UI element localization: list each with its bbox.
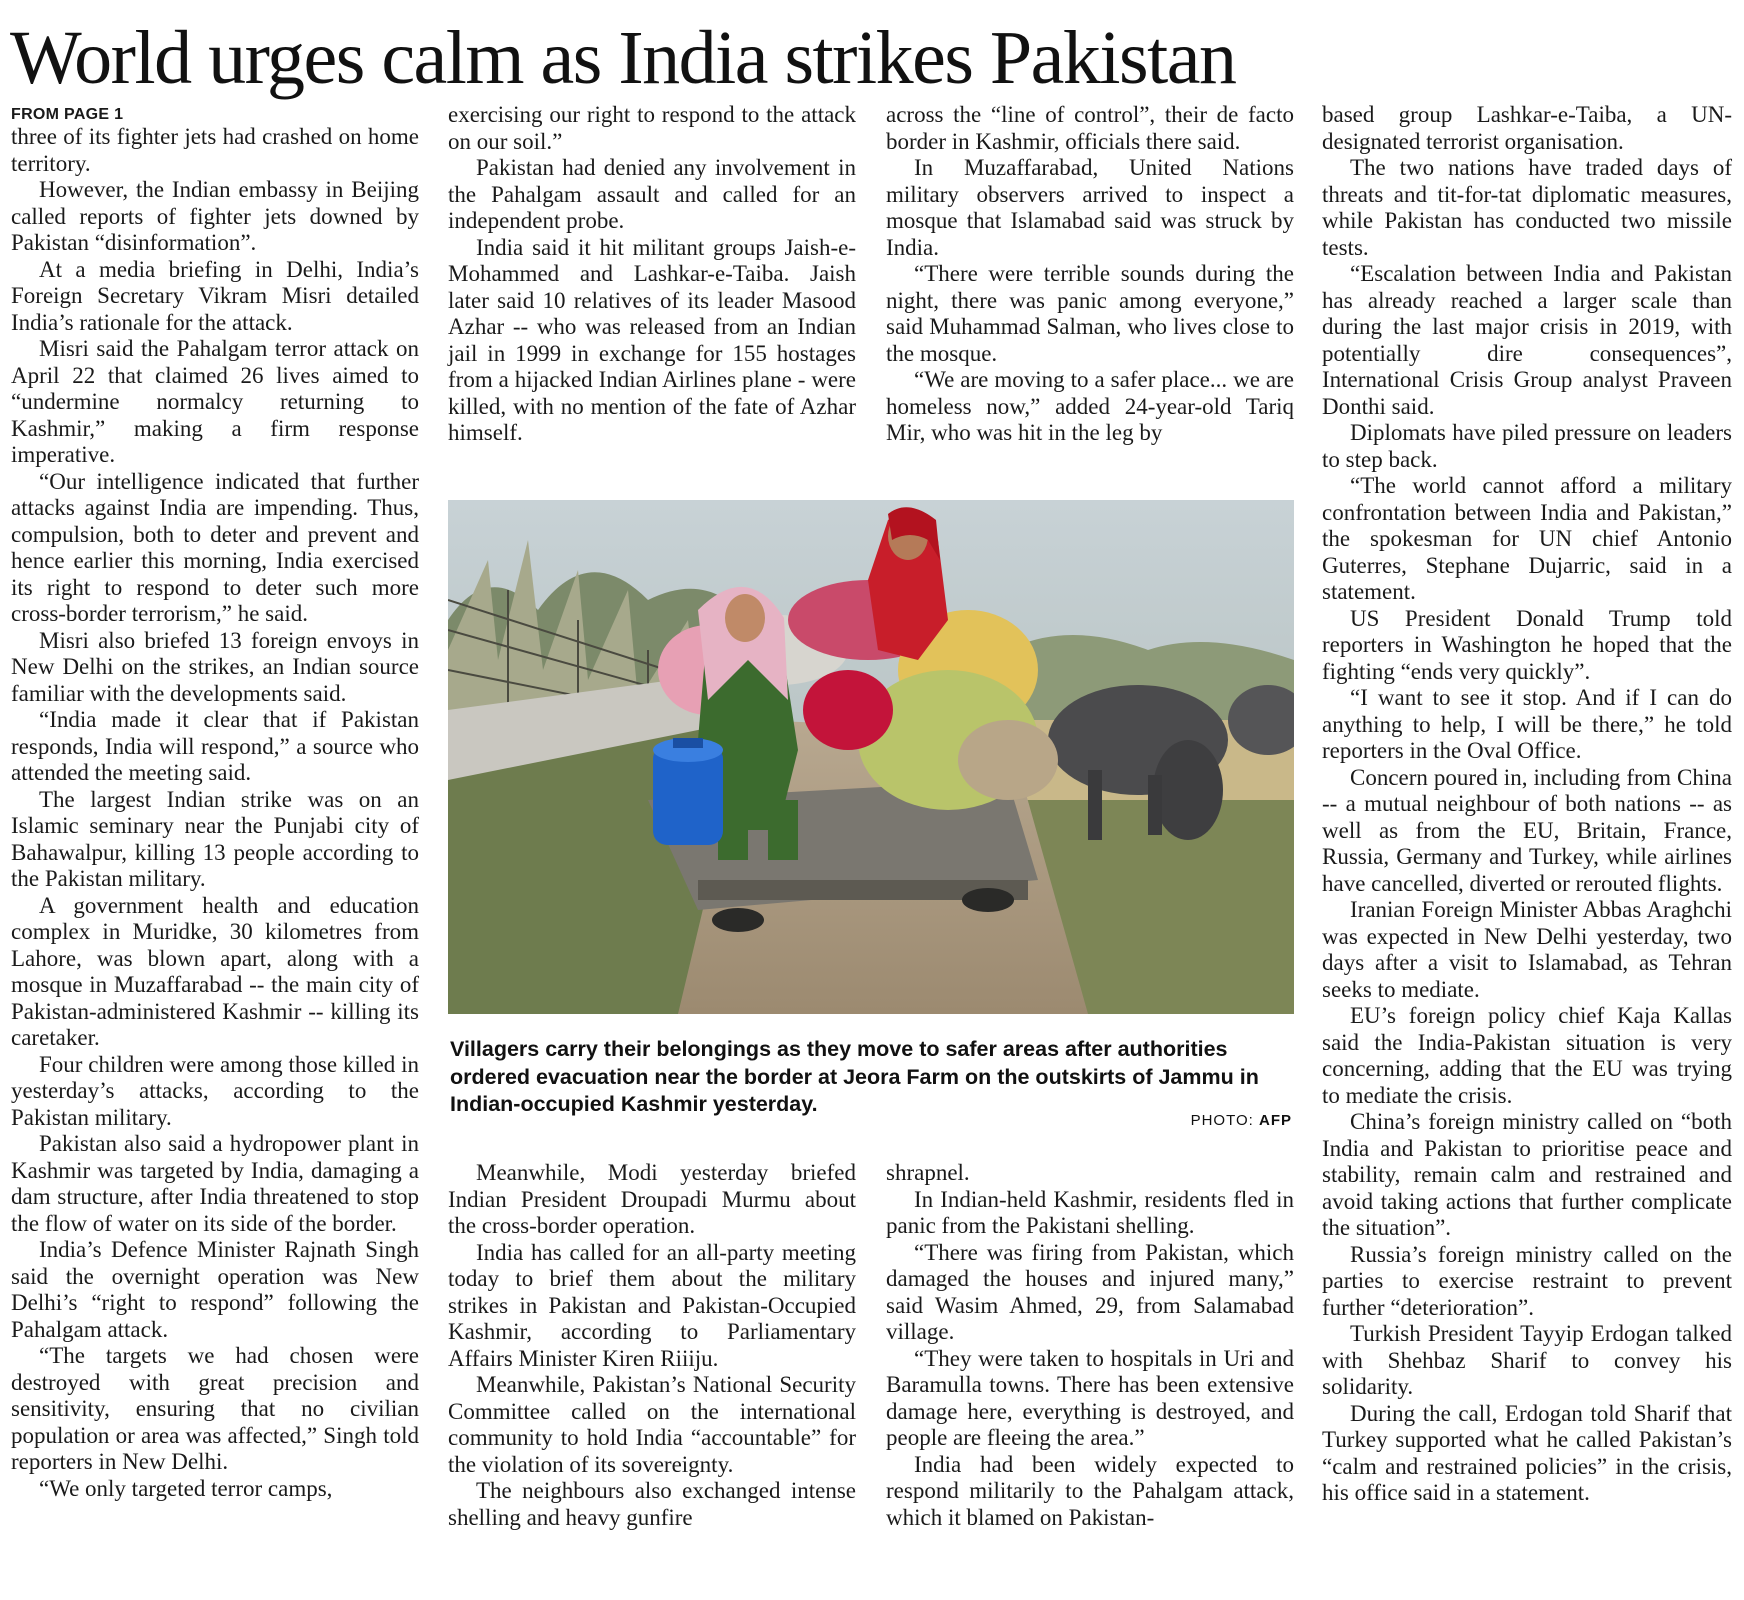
article-paragraph: At a media briefing in Delhi, India’s Foreign Secretary Vikram Misri detailed India’s rationale for the attack. <box>11 256 419 335</box>
article-paragraph: “There were terrible sounds during the night, there was panic among everyone,” said Muhammad Salman, who lives close to the mosque. <box>886 261 1294 366</box>
article-paragraph: Turkish President Tayyip Erdogan talked with Shehbaz Sharif to convey his solidarity. <box>1322 1321 1732 1399</box>
article-column-1 <box>11 106 419 1596</box>
article-paragraph: US President Donald Trump told reporters in Washington he hoped that the fighting “ends very quickly”. <box>1322 605 1732 684</box>
article-paragraph: exercising our right to respond to the attack on our soil.” <box>448 102 856 154</box>
photo-credit <box>1191 1112 1292 1129</box>
evacuation-photo-illustration <box>448 500 1294 1014</box>
article-paragraph: “They were taken to hospitals in Uri and Baramulla towns. There has been extensive damage here, everything is destroyed, and people are fleeing the area.” <box>886 1345 1294 1450</box>
article-column-3-bottom <box>886 1160 1294 1596</box>
article-paragraph: Meanwhile, Modi yesterday briefed Indian President Droupadi Murmu about the cross-border operation. <box>448 1160 856 1238</box>
photo-credit-source: AFP <box>1259 1112 1292 1129</box>
article-paragraph: The neighbours also exchanged intense shelling and heavy gunfire <box>448 1478 856 1530</box>
article-paragraph: During the call, Erdogan told Sharif that Turkey supported what he called Pakistan’s “calm and restrained policies” in the crisis, his office said in a statement. <box>1322 1400 1732 1505</box>
article-paragraph: “The world cannot afford a military confrontation between India and Pakistan,” the spokesman for UN chief Antonio Guterres, Stephane Dujarric, said in a statement. <box>1322 473 1732 604</box>
article-column-2-top <box>448 102 856 482</box>
article-paragraph: “I want to see it stop. And if I can do anything to help, I will be there,” he told reporters in the Oval Office. <box>1322 685 1732 763</box>
article-paragraph: The two nations have traded days of threats and tit-for-tat diplomatic measures, while Pakistan has conducted two missile tests. <box>1322 155 1732 260</box>
article-column-4 <box>1322 102 1732 1596</box>
article-paragraph: Russia’s foreign ministry called on the parties to exercise restraint to prevent further “deterioration”. <box>1322 1241 1732 1320</box>
article-paragraph: Pakistan also said a hydropower plant in Kashmir was targeted by India, damaging a dam structure, after India threatened to stop the flow of water on its side of the border. <box>11 1131 419 1236</box>
article-paragraph: China’s foreign ministry called on “both India and Pakistan to prioritise peace and stability, remain calm and restrained and avoid taking actions that further complicate the situation”. <box>1322 1109 1732 1240</box>
article-paragraph: However, the Indian embassy in Beijing called reports of fighter jets downed by Pakistan “disinformation”. <box>11 177 419 255</box>
article-paragraph: “India made it clear that if Pakistan responds, India will respond,” a source who attended the meeting said. <box>11 707 419 785</box>
article-paragraph: India had been widely expected to respond militarily to the Pahalgam attack, which it blamed on Pakistan- <box>886 1451 1294 1530</box>
article-paragraph: In Indian-held Kashmir, residents fled in panic from the Pakistani shelling. <box>886 1186 1294 1238</box>
photo-caption: Villagers carry their belongings as they move to safer areas after authorities ordered evacuation near the border at Jeora Farm on the outskirts of Jammu in Indian-occupied Kashmir yesterday. <box>450 1037 1259 1116</box>
article-paragraph: “We only targeted terror camps, <box>39 1475 333 1501</box>
article-paragraph: India said it hit militant groups Jaish-e-Mohammed and Lashkar-e-Taiba. Jaish later said 10 relatives of its leader Masood Azhar -- who was released from an Indian jail in 1999 in exchange for 155 hostages from a hijacked Indian Airlines plane - were killed, with no mention of the fate of Azhar himself. <box>448 234 856 445</box>
article-paragraph: Pakistan had denied any involvement in the Pahalgam assault and called for an independent probe. <box>448 155 856 233</box>
article-paragraph: across the “line of control”, their de facto border in Kashmir, officials there said. <box>886 102 1294 154</box>
article-paragraph: “We are moving to a safer place... we are homeless now,” added 24-year-old Tariq Mir, who was hit in the leg by <box>886 367 1294 445</box>
article-paragraph: “There was firing from Pakistan, which damaged the houses and injured many,” said Wasim Ahmed, 29, from Salamabad village. <box>886 1239 1294 1344</box>
article-paragraph: based group Lashkar-e-Taiba, a UN-designated terrorist organisation. <box>1322 102 1732 154</box>
article-paragraph: Diplomats have piled pressure on leaders to step back. <box>1322 420 1732 472</box>
article-paragraph: A government health and education complex in Muridke, 30 kilometres from Lahore, was blown apart, along with a mosque in Muzaffarabad -- the main city of Pakistan-administered Kashmir -- killing its caretaker. <box>11 892 419 1050</box>
article-paragraph: shrapnel. <box>886 1160 970 1185</box>
photo-credit-label: PHOTO: <box>1190 1112 1254 1129</box>
article-paragraph: India has called for an all-party meeting today to brief them about the military strikes in Pakistan and Pakistan-Occupied Kashmir, according to Parliamentary Affairs Minister Kiren Riiiju. <box>448 1239 856 1371</box>
article-paragraph: “The targets we had chosen were destroyed with great precision and sensitivity, ensuring that no civilian population or area was affected,” Singh told reporters in New Delhi. <box>11 1343 419 1474</box>
article-paragraph: Meanwhile, Pakistan’s National Security Committee called on the international community to hold India “accountable” for the violation of its sovereignty. <box>448 1372 856 1477</box>
article-paragraph: EU’s foreign policy chief Kaja Kallas said the India-Pakistan situation is very concerning, adding that the EU was trying to mediate the crisis. <box>1322 1003 1732 1108</box>
article-paragraph: Misri said the Pahalgam terror attack on April 22 that claimed 26 lives aimed to “undermine normalcy returning to Kashmir,” making a firm response imperative. <box>11 336 419 467</box>
article-paragraph: In Muzaffarabad, United Nations military observers arrived to inspect a mosque that Islamabad said was struck by India. <box>886 155 1294 260</box>
article-paragraph: “Our intelligence indicated that further attacks against India are impending. Thus, compulsion, both to deter and prevent and hence earlier this morning, India exercised its right to respond to deter such more cross-border terrorism,” he said. <box>11 468 419 626</box>
article-paragraph: Four children were among those killed in yesterday’s attacks, according to the Pakistan military. <box>11 1051 419 1130</box>
article-paragraph: “Escalation between India and Pakistan has already reached a larger scale than during the last major crisis in 2019, with potentially dire consequences”, International Crisis Group analyst Praveen Donthi said. <box>1322 261 1732 419</box>
article-column-3-top <box>886 102 1294 482</box>
article-paragraph: Misri also briefed 13 foreign envoys in New Delhi on the strikes, an Indian source familiar with the developments said. <box>11 627 419 706</box>
article-paragraph: Iranian Foreign Minister Abbas Araghchi was expected in New Delhi yesterday, two days after a visit to Islamabad, as Tehran seeks to mediate. <box>1322 897 1732 1002</box>
article-paragraph: three of its fighter jets had crashed on home territory. <box>11 124 419 176</box>
headline: World urges calm as India strikes Pakistan <box>10 16 1236 100</box>
news-photo <box>448 500 1294 1014</box>
article-paragraph: India’s Defence Minister Rajnath Singh said the overnight operation was New Delhi’s “right to respond” following the Pahalgam attack. <box>11 1237 419 1342</box>
article-column-2-bottom <box>448 1160 856 1596</box>
from-page-label: FROM PAGE 1 <box>11 106 124 123</box>
article-paragraph: Concern poured in, including from China -- a mutual neighbour of both nations -- as well as from the EU, Britain, France, Russia, Germany and Turkey, while airlines have cancelled, diverted or rerouted flights. <box>1322 764 1732 896</box>
article-paragraph: The largest Indian strike was on an Islamic seminary near the Punjabi city of Bahawalpur, killing 13 people according to the Pakistan military. <box>11 786 419 891</box>
